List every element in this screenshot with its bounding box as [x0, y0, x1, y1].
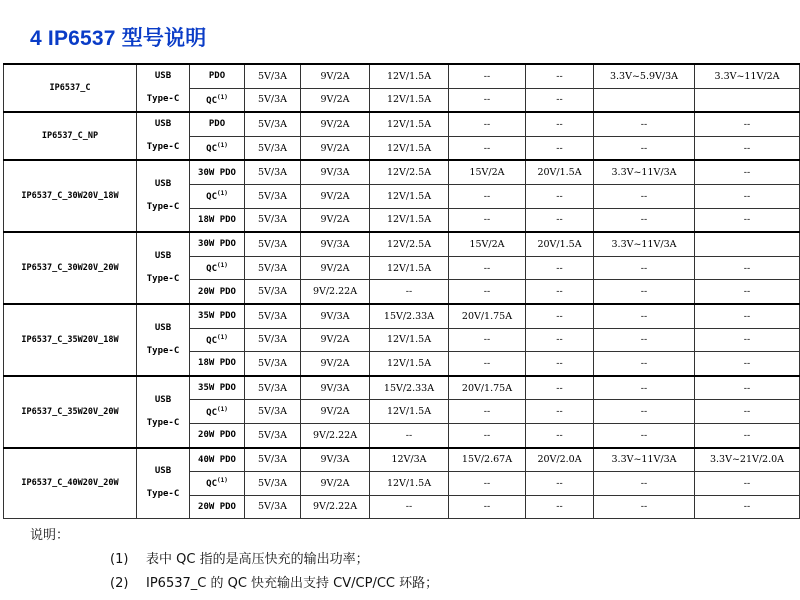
protocol-cell [190, 400, 245, 424]
value-cell: 12V/1.5A [370, 88, 449, 112]
port-label: Type-C [146, 345, 180, 356]
value-cell: -- [449, 208, 526, 232]
value-cell: -- [594, 280, 695, 304]
protocol-cell [190, 328, 245, 352]
note-number: (1) [110, 552, 129, 567]
value-cell: 3.3V~5.9V/3A [594, 64, 695, 88]
value-cell: 9V/2A [301, 208, 370, 232]
value-cell: -- [449, 328, 526, 352]
value-cell: 12V/1.5A [370, 472, 449, 496]
value-cell: 9V/2A [301, 472, 370, 496]
value-cell: 5V/3A [245, 495, 301, 519]
protocol-label: 18W PDO [198, 214, 236, 225]
footnote-marker: (1) [217, 405, 228, 413]
value-cell: -- [526, 64, 594, 88]
table-row [4, 232, 800, 256]
protocol-cell [190, 472, 245, 496]
value-cell: -- [526, 256, 594, 280]
value-cell: 5V/3A [245, 448, 301, 472]
protocol-label: PDO [208, 119, 226, 130]
value-cell: 12V/1.5A [370, 136, 449, 160]
value-cell: -- [695, 160, 800, 184]
value-cell: -- [594, 256, 695, 280]
value-cell: -- [695, 112, 800, 136]
table-row [4, 448, 800, 472]
value-cell: 9V/2A [301, 256, 370, 280]
value-cell [695, 232, 800, 256]
table-row [4, 64, 800, 88]
value-cell: -- [526, 112, 594, 136]
protocol-label: QC [206, 407, 217, 418]
protocol-cell [190, 64, 245, 88]
value-cell: 3.3V~11V/3A [594, 232, 695, 256]
value-cell: 5V/3A [245, 136, 301, 160]
port-type-cell [137, 160, 190, 232]
value-cell: 9V/2A [301, 88, 370, 112]
value-cell: -- [594, 328, 695, 352]
value-cell: -- [695, 495, 800, 519]
value-cell: 20V/1.5A [526, 232, 594, 256]
value-cell: 12V/1.5A [370, 64, 449, 88]
value-cell: 9V/3A [301, 448, 370, 472]
protocol-cell [190, 376, 245, 400]
protocol-label: PDO [208, 71, 226, 82]
value-cell: -- [695, 184, 800, 208]
table-row [4, 304, 800, 328]
port-label: Type-C [146, 274, 180, 285]
protocol-label: 20W PDO [198, 286, 236, 297]
value-cell: -- [449, 352, 526, 376]
value-cell: -- [695, 352, 800, 376]
footnote-marker: (1) [217, 190, 228, 198]
footnote-marker: (1) [217, 93, 228, 101]
value-cell: -- [449, 400, 526, 424]
protocol-cell [190, 184, 245, 208]
model-name-cell: IP6537_C_40W20V_20W [4, 448, 137, 519]
protocol-cell [190, 304, 245, 328]
port-label: Type-C [146, 142, 180, 153]
model-name-cell: IP6537_C_35W20V_18W [4, 304, 137, 376]
port-type-cell [137, 112, 190, 160]
value-cell: -- [594, 495, 695, 519]
model-name-cell: IP6537_C [4, 64, 137, 112]
value-cell: -- [526, 400, 594, 424]
value-cell: 5V/3A [245, 352, 301, 376]
value-cell: 12V/1.5A [370, 352, 449, 376]
protocol-label: 20W PDO [198, 430, 236, 441]
port-label: USB [154, 251, 172, 262]
protocol-cell [190, 232, 245, 256]
port-label: USB [154, 119, 172, 130]
value-cell: 12V/1.5A [370, 208, 449, 232]
value-cell: 5V/3A [245, 184, 301, 208]
protocol-cell [190, 256, 245, 280]
protocol-label: 18W PDO [198, 358, 236, 369]
note-number: (2) [110, 576, 129, 591]
port-label: Type-C [146, 94, 180, 105]
value-cell: -- [695, 304, 800, 328]
value-cell: 5V/3A [245, 256, 301, 280]
protocol-cell [190, 495, 245, 519]
protocol-label: 35W PDO [198, 311, 236, 322]
value-cell: 5V/3A [245, 280, 301, 304]
value-cell: 3.3V~11V/2A [695, 64, 800, 88]
value-cell: -- [449, 88, 526, 112]
value-cell: -- [594, 304, 695, 328]
value-cell: -- [695, 256, 800, 280]
value-cell: -- [449, 280, 526, 304]
value-cell: 9V/3A [301, 304, 370, 328]
port-type-cell [137, 232, 190, 304]
protocol-label: 35W PDO [198, 383, 236, 394]
table-row [4, 112, 800, 136]
value-cell: 9V/2A [301, 352, 370, 376]
protocol-cell [190, 423, 245, 447]
value-cell: 9V/2A [301, 112, 370, 136]
value-cell: -- [526, 136, 594, 160]
value-cell: -- [695, 376, 800, 400]
protocol-cell [190, 448, 245, 472]
value-cell: -- [449, 423, 526, 447]
port-type-cell [137, 64, 190, 112]
value-cell: -- [695, 328, 800, 352]
value-cell: 5V/3A [245, 328, 301, 352]
port-label: USB [154, 71, 172, 82]
value-cell: -- [594, 208, 695, 232]
value-cell: 9V/2A [301, 64, 370, 88]
value-cell: 3.3V~21V/2.0A [695, 448, 800, 472]
note-text: 表中 QC 指的是高压快充的输出功率； [146, 552, 369, 567]
protocol-label: QC [206, 95, 217, 106]
value-cell: -- [526, 280, 594, 304]
footnote-marker: (1) [217, 142, 228, 150]
value-cell: 12V/1.5A [370, 328, 449, 352]
value-cell: 3.3V~11V/3A [594, 160, 695, 184]
protocol-cell [190, 160, 245, 184]
page-title: 4 IP6537 型号说明 [30, 27, 207, 50]
footnote-marker: (1) [217, 262, 228, 270]
value-cell: 5V/3A [245, 304, 301, 328]
value-cell [594, 88, 695, 112]
model-name-cell: IP6537_C_30W20V_20W [4, 232, 137, 304]
protocol-label: QC [206, 192, 217, 203]
model-spec-table [3, 63, 800, 519]
value-cell: -- [695, 423, 800, 447]
protocol-cell [190, 208, 245, 232]
value-cell: 5V/3A [245, 160, 301, 184]
value-cell: 12V/1.5A [370, 400, 449, 424]
value-cell: -- [695, 472, 800, 496]
port-label: USB [154, 179, 172, 190]
value-cell: -- [526, 304, 594, 328]
value-cell: -- [449, 256, 526, 280]
value-cell: 9V/3A [301, 376, 370, 400]
value-cell: 20V/1.5A [526, 160, 594, 184]
footnote-marker: (1) [217, 333, 228, 341]
protocol-label: 20W PDO [198, 501, 236, 512]
value-cell: 15V/2.33A [370, 304, 449, 328]
value-cell: 20V/1.75A [449, 376, 526, 400]
model-name-cell: IP6537_C_35W20V_20W [4, 376, 137, 448]
value-cell: 5V/3A [245, 472, 301, 496]
value-cell: 5V/3A [245, 208, 301, 232]
note-item [110, 572, 438, 591]
value-cell: -- [594, 423, 695, 447]
value-cell: 9V/2A [301, 328, 370, 352]
value-cell: -- [594, 472, 695, 496]
value-cell: -- [695, 400, 800, 424]
protocol-label: QC [206, 264, 217, 275]
value-cell: -- [594, 184, 695, 208]
protocol-label: 30W PDO [198, 167, 236, 178]
value-cell: 9V/3A [301, 232, 370, 256]
value-cell: -- [449, 495, 526, 519]
protocol-cell [190, 136, 245, 160]
value-cell: 5V/3A [245, 376, 301, 400]
port-label: Type-C [146, 489, 180, 500]
value-cell: -- [594, 136, 695, 160]
notes-heading: 说明： [30, 528, 70, 543]
note-text: IP6537_C 的 QC 快充输出支持 CV/CP/CC 环路； [146, 576, 439, 591]
value-cell: -- [526, 352, 594, 376]
value-cell: -- [526, 208, 594, 232]
value-cell: 5V/3A [245, 64, 301, 88]
value-cell: -- [449, 136, 526, 160]
value-cell: 9V/3A [301, 160, 370, 184]
value-cell: 5V/3A [245, 423, 301, 447]
value-cell: 5V/3A [245, 88, 301, 112]
port-label: Type-C [146, 202, 180, 213]
value-cell [695, 88, 800, 112]
port-label: USB [154, 466, 172, 477]
value-cell: 15V/2.33A [370, 376, 449, 400]
value-cell: -- [594, 352, 695, 376]
value-cell: -- [695, 208, 800, 232]
table-row [4, 376, 800, 400]
note-item [110, 548, 369, 567]
value-cell: -- [526, 328, 594, 352]
value-cell: 9V/2A [301, 136, 370, 160]
value-cell: 12V/3A [370, 448, 449, 472]
protocol-cell [190, 280, 245, 304]
value-cell: -- [370, 280, 449, 304]
protocol-cell [190, 352, 245, 376]
port-label: Type-C [146, 417, 180, 428]
protocol-cell [190, 88, 245, 112]
value-cell: 15V/2A [449, 232, 526, 256]
protocol-label: 40W PDO [198, 454, 236, 465]
value-cell: 9V/2A [301, 184, 370, 208]
value-cell: 12V/2.5A [370, 160, 449, 184]
model-name-cell: IP6537_C_30W20V_18W [4, 160, 137, 232]
value-cell: 15V/2A [449, 160, 526, 184]
footnote-marker: (1) [217, 477, 228, 485]
value-cell: -- [449, 184, 526, 208]
value-cell: -- [449, 112, 526, 136]
value-cell: 9V/2.22A [301, 495, 370, 519]
value-cell: 9V/2.22A [301, 280, 370, 304]
value-cell: -- [370, 423, 449, 447]
port-type-cell [137, 304, 190, 376]
value-cell: 15V/2.67A [449, 448, 526, 472]
value-cell: -- [526, 88, 594, 112]
value-cell: -- [449, 64, 526, 88]
protocol-label: QC [206, 144, 217, 155]
value-cell: -- [594, 400, 695, 424]
value-cell: 5V/3A [245, 112, 301, 136]
value-cell: 9V/2.22A [301, 423, 370, 447]
value-cell: 12V/1.5A [370, 112, 449, 136]
value-cell: -- [695, 280, 800, 304]
table-row [4, 160, 800, 184]
protocol-label: QC [206, 479, 217, 490]
value-cell: -- [526, 376, 594, 400]
value-cell: 3.3V~11V/3A [594, 448, 695, 472]
value-cell: -- [526, 495, 594, 519]
value-cell: -- [594, 376, 695, 400]
protocol-cell [190, 112, 245, 136]
port-label: USB [154, 322, 172, 333]
value-cell: 12V/1.5A [370, 184, 449, 208]
value-cell: -- [526, 472, 594, 496]
value-cell: 20V/2.0A [526, 448, 594, 472]
value-cell: -- [695, 136, 800, 160]
value-cell: 20V/1.75A [449, 304, 526, 328]
value-cell: -- [526, 423, 594, 447]
port-type-cell [137, 448, 190, 519]
protocol-label: 30W PDO [198, 239, 236, 250]
port-type-cell [137, 376, 190, 448]
value-cell: 9V/2A [301, 400, 370, 424]
value-cell: 5V/3A [245, 400, 301, 424]
value-cell: -- [594, 112, 695, 136]
value-cell: -- [526, 184, 594, 208]
value-cell: 12V/1.5A [370, 256, 449, 280]
value-cell: 5V/3A [245, 232, 301, 256]
protocol-label: QC [206, 335, 217, 346]
port-label: USB [154, 394, 172, 405]
value-cell: -- [449, 472, 526, 496]
value-cell: -- [370, 495, 449, 519]
model-name-cell: IP6537_C_NP [4, 112, 137, 160]
value-cell: 12V/2.5A [370, 232, 449, 256]
